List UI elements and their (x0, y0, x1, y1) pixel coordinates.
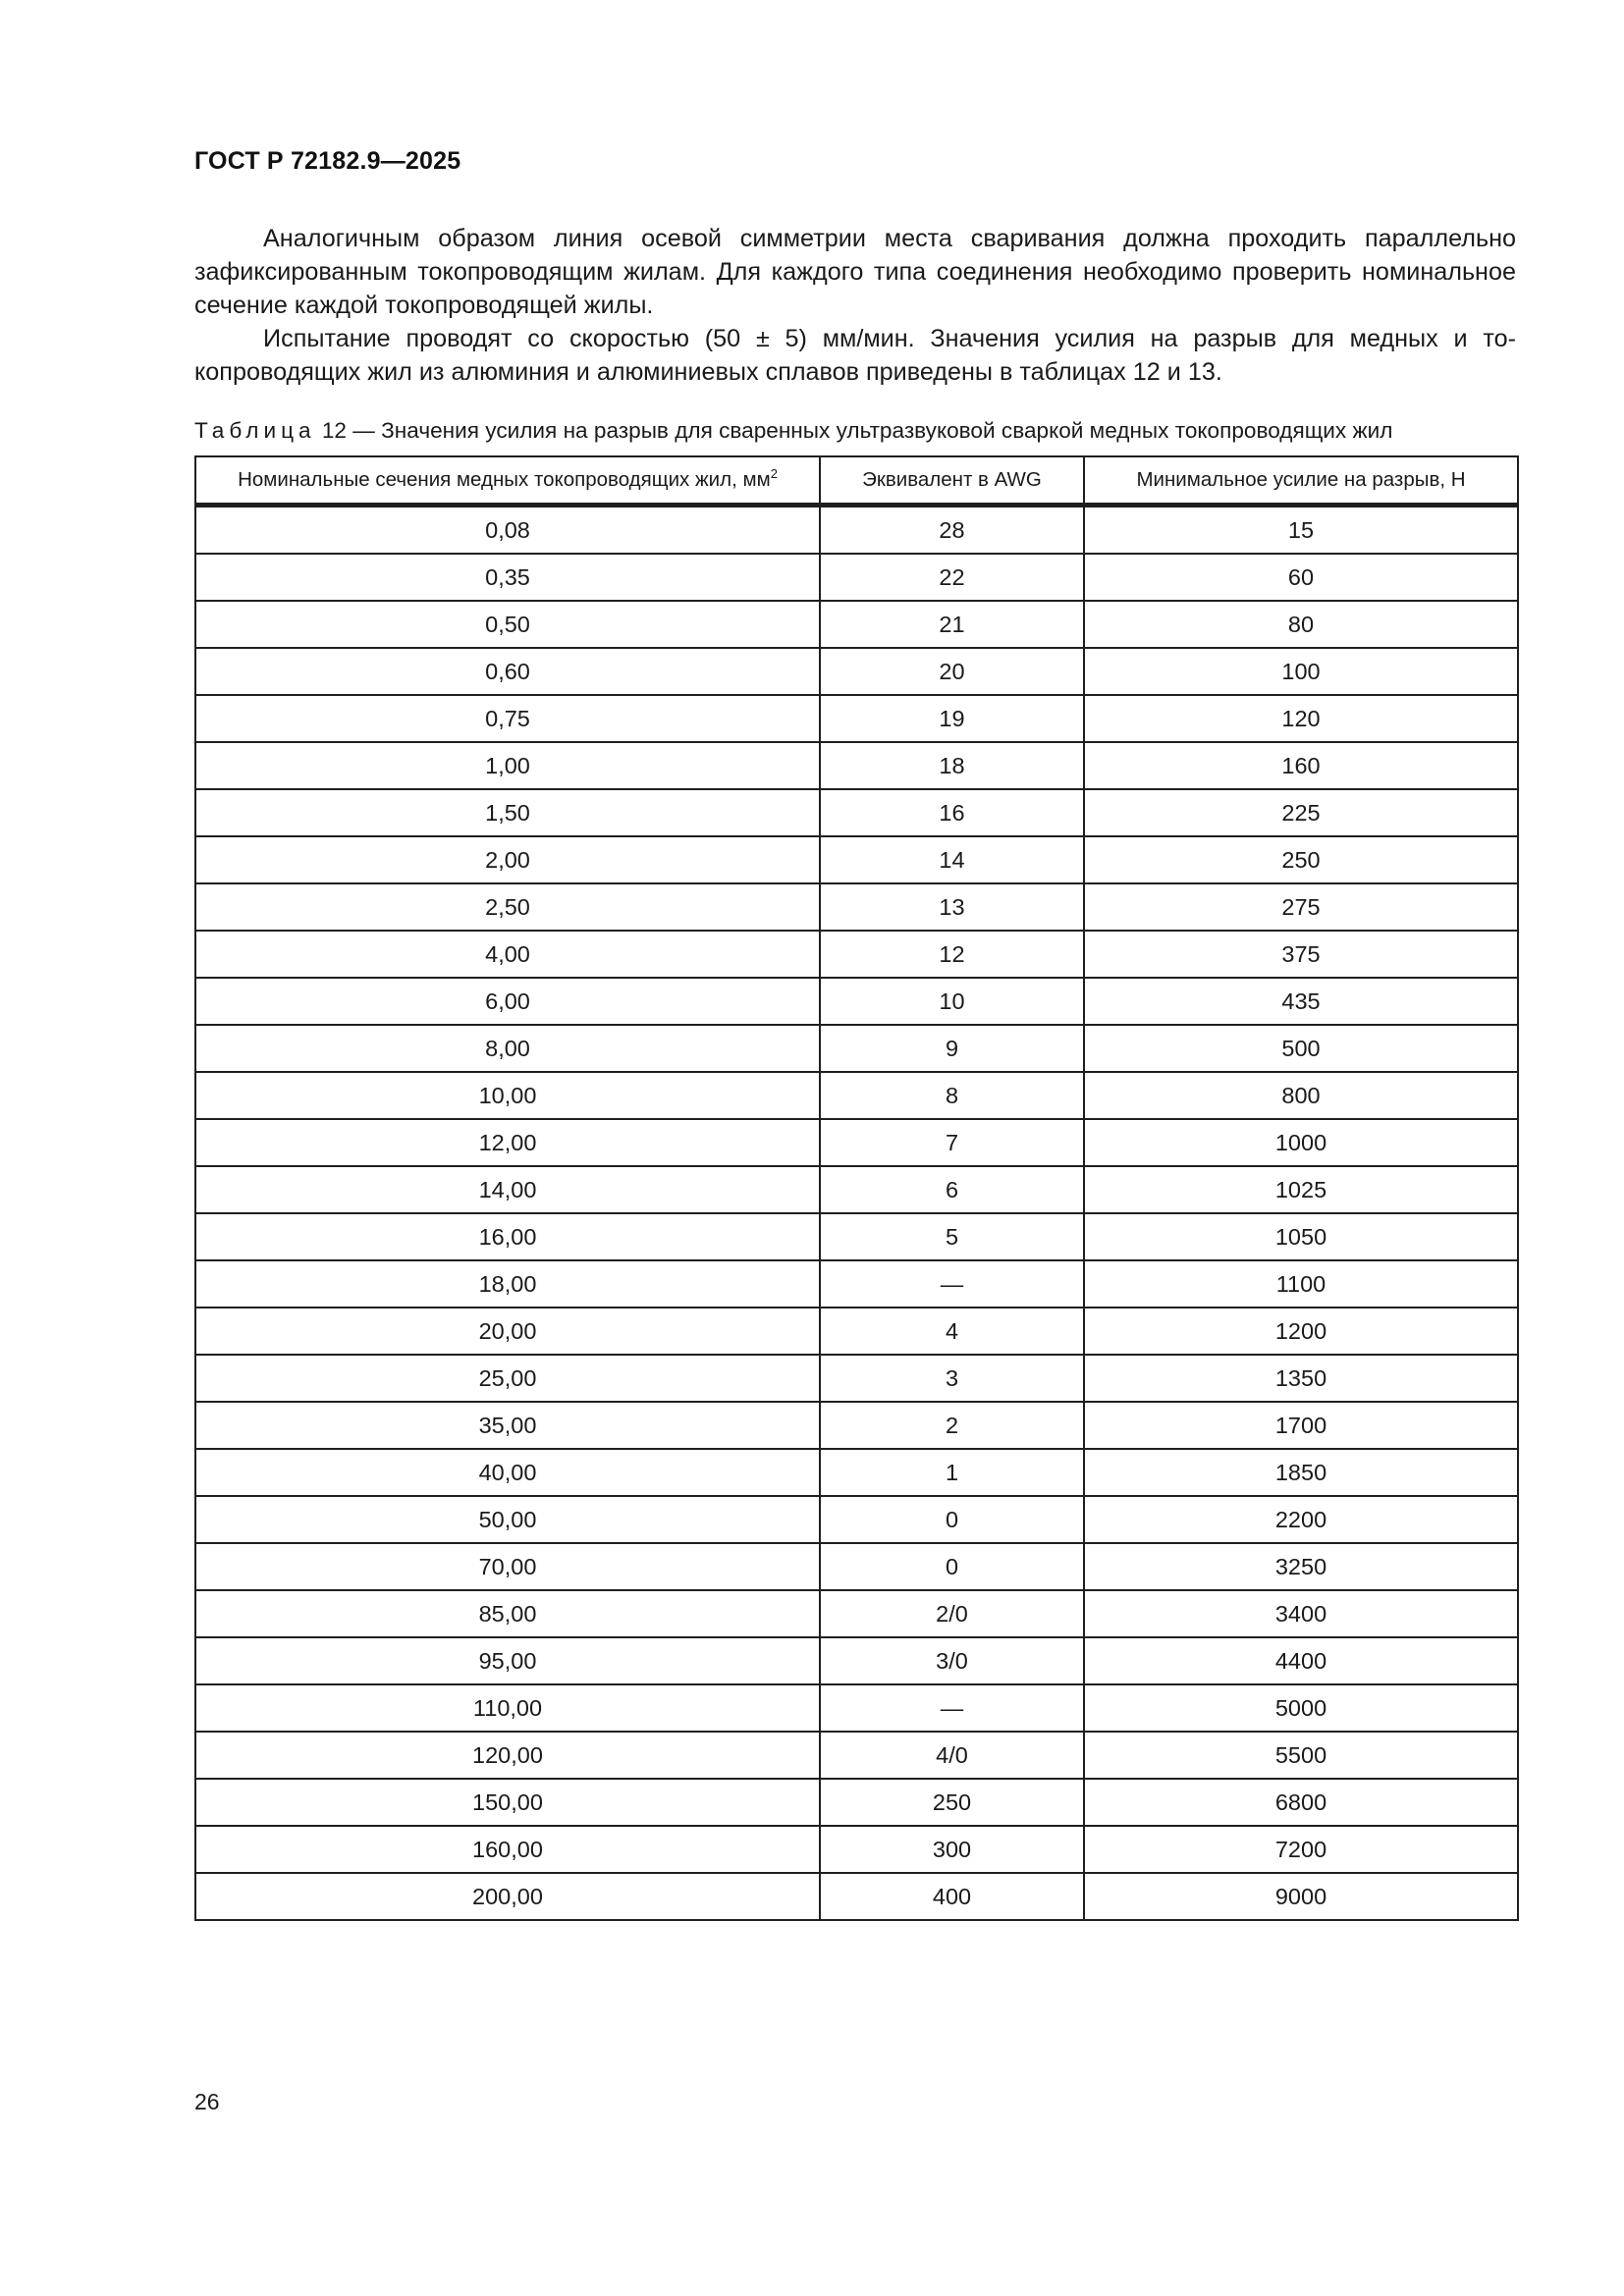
cell-nominal-section: 0,50 (195, 601, 820, 648)
cell-min-breaking-force: 9000 (1084, 1873, 1518, 1920)
header-min-breaking-force-text: Минимальное усилие на разрыв, Н (1136, 468, 1466, 491)
cell-awg-equivalent: 13 (820, 883, 1084, 931)
paragraph-symmetry-line: Аналогичным образом линия осевой симметрии места сваривания должна проходить параллельно зафиксированным токопроводящим жилам. Для каждого типа соединения необходимо проверить номинальное сечение каждой токопроводящей жилы. (194, 225, 1516, 319)
cell-awg-equivalent: 9 (820, 1025, 1084, 1072)
table-row (195, 1496, 1518, 1543)
table-row (195, 1072, 1518, 1119)
table-row (195, 1732, 1518, 1779)
table-row (195, 1402, 1518, 1449)
table-row (195, 506, 1518, 555)
cell-nominal-section: 2,00 (195, 836, 820, 883)
cell-awg-equivalent: — (820, 1684, 1084, 1732)
cell-awg-equivalent: 4/0 (820, 1732, 1084, 1779)
table-row (195, 836, 1518, 883)
cell-awg-equivalent: 3/0 (820, 1637, 1084, 1684)
table-row (195, 1590, 1518, 1637)
table-row (195, 1637, 1518, 1684)
page-number: 26 (194, 2089, 220, 2114)
cell-awg-equivalent: 22 (820, 554, 1084, 601)
cell-min-breaking-force: 80 (1084, 601, 1518, 648)
cell-awg-equivalent: 4 (820, 1308, 1084, 1355)
cell-min-breaking-force: 375 (1084, 931, 1518, 978)
cell-min-breaking-force: 4400 (1084, 1637, 1518, 1684)
cell-awg-equivalent: 21 (820, 601, 1084, 648)
cell-min-breaking-force: 225 (1084, 789, 1518, 836)
cell-min-breaking-force: 1050 (1084, 1213, 1518, 1260)
table-header-row (195, 456, 1518, 506)
table-row (195, 1213, 1518, 1260)
header-awg-equivalent (820, 456, 1084, 506)
cell-min-breaking-force: 100 (1084, 648, 1518, 695)
cell-awg-equivalent: 10 (820, 978, 1084, 1025)
table-row (195, 1684, 1518, 1732)
table-row (195, 1826, 1518, 1873)
table-row (195, 1308, 1518, 1355)
cell-nominal-section: 12,00 (195, 1119, 820, 1166)
cell-nominal-section: 110,00 (195, 1684, 820, 1732)
table-row (195, 883, 1518, 931)
cell-min-breaking-force: 1200 (1084, 1308, 1518, 1355)
cell-nominal-section: 0,60 (195, 648, 820, 695)
cell-awg-equivalent: 28 (820, 506, 1084, 555)
cell-awg-equivalent: 14 (820, 836, 1084, 883)
table-row (195, 1025, 1518, 1072)
cell-nominal-section: 35,00 (195, 1402, 820, 1449)
cell-min-breaking-force: 5000 (1084, 1684, 1518, 1732)
header-awg-equivalent-text: Эквивалент в AWG (862, 468, 1042, 491)
cell-awg-equivalent: 0 (820, 1496, 1084, 1543)
cell-min-breaking-force: 60 (1084, 554, 1518, 601)
cell-awg-equivalent: 6 (820, 1166, 1084, 1213)
cell-min-breaking-force: 500 (1084, 1025, 1518, 1072)
cell-nominal-section: 200,00 (195, 1873, 820, 1920)
cell-nominal-section: 1,00 (195, 742, 820, 789)
cell-min-breaking-force: 1850 (1084, 1449, 1518, 1496)
cell-min-breaking-force: 2200 (1084, 1496, 1518, 1543)
cell-awg-equivalent: 16 (820, 789, 1084, 836)
cell-min-breaking-force: 6800 (1084, 1779, 1518, 1826)
cell-awg-equivalent: 2 (820, 1402, 1084, 1449)
cell-min-breaking-force: 15 (1084, 506, 1518, 555)
table-row (195, 695, 1518, 742)
cell-awg-equivalent: 5 (820, 1213, 1084, 1260)
cell-nominal-section: 18,00 (195, 1260, 820, 1308)
header-min-breaking-force (1084, 456, 1518, 506)
cell-nominal-section: 4,00 (195, 931, 820, 978)
cell-nominal-section: 10,00 (195, 1072, 820, 1119)
table-row (195, 1449, 1518, 1496)
table-row (195, 554, 1518, 601)
cell-nominal-section: 160,00 (195, 1826, 820, 1873)
document-code: ГОСТ Р 72182.9—2025 (194, 147, 461, 175)
table-row (195, 1119, 1518, 1166)
table-row (195, 601, 1518, 648)
cell-nominal-section: 20,00 (195, 1308, 820, 1355)
cell-min-breaking-force: 7200 (1084, 1826, 1518, 1873)
cell-min-breaking-force: 3400 (1084, 1590, 1518, 1637)
table-row (195, 931, 1518, 978)
table-row (195, 1260, 1518, 1308)
header-nominal-section-text: Номинальные сечения медных токопроводящих жил, мм (238, 468, 771, 491)
table-row (195, 1873, 1518, 1920)
body-paragraphs (194, 222, 1516, 389)
cell-nominal-section: 6,00 (195, 978, 820, 1025)
cell-min-breaking-force: 120 (1084, 695, 1518, 742)
cell-nominal-section: 1,50 (195, 789, 820, 836)
breaking-force-table (194, 455, 1519, 1921)
header-nominal-section (195, 456, 820, 506)
cell-nominal-section: 0,35 (195, 554, 820, 601)
table-row (195, 742, 1518, 789)
cell-min-breaking-force: 1100 (1084, 1260, 1518, 1308)
cell-awg-equivalent: 3 (820, 1355, 1084, 1402)
cell-nominal-section: 50,00 (195, 1496, 820, 1543)
cell-nominal-section: 8,00 (195, 1025, 820, 1072)
table-caption (194, 416, 1516, 446)
cell-nominal-section: 150,00 (195, 1779, 820, 1826)
cell-min-breaking-force: 250 (1084, 836, 1518, 883)
cell-awg-equivalent: 1 (820, 1449, 1084, 1496)
table-row (195, 789, 1518, 836)
cell-nominal-section: 14,00 (195, 1166, 820, 1213)
table-row (195, 648, 1518, 695)
cell-nominal-section: 85,00 (195, 1590, 820, 1637)
table-caption-text: 12 — Значения усилия на разрыв для сваренных ультразвуковой сваркой медных токопроводящих жил (315, 418, 1393, 443)
cell-nominal-section: 95,00 (195, 1637, 820, 1684)
cell-nominal-section: 40,00 (195, 1449, 820, 1496)
cell-awg-equivalent: 18 (820, 742, 1084, 789)
cell-awg-equivalent: 250 (820, 1779, 1084, 1826)
table-row (195, 1355, 1518, 1402)
header-unit-superscript: 2 (770, 466, 778, 481)
cell-min-breaking-force: 1350 (1084, 1355, 1518, 1402)
cell-nominal-section: 2,50 (195, 883, 820, 931)
table-row (195, 978, 1518, 1025)
cell-awg-equivalent: — (820, 1260, 1084, 1308)
cell-nominal-section: 120,00 (195, 1732, 820, 1779)
table-body (195, 506, 1518, 1921)
cell-nominal-section: 0,08 (195, 506, 820, 555)
table-row (195, 1543, 1518, 1590)
table-row (195, 1779, 1518, 1826)
cell-min-breaking-force: 3250 (1084, 1543, 1518, 1590)
cell-awg-equivalent: 2/0 (820, 1590, 1084, 1637)
cell-min-breaking-force: 435 (1084, 978, 1518, 1025)
cell-awg-equivalent: 8 (820, 1072, 1084, 1119)
cell-awg-equivalent: 20 (820, 648, 1084, 695)
cell-awg-equivalent: 12 (820, 931, 1084, 978)
cell-awg-equivalent: 7 (820, 1119, 1084, 1166)
cell-min-breaking-force: 800 (1084, 1072, 1518, 1119)
cell-nominal-section: 0,75 (195, 695, 820, 742)
cell-nominal-section: 16,00 (195, 1213, 820, 1260)
cell-awg-equivalent: 19 (820, 695, 1084, 742)
cell-nominal-section: 70,00 (195, 1543, 820, 1590)
cell-awg-equivalent: 0 (820, 1543, 1084, 1590)
paragraph-test-speed: Испытание проводят со скоростью (50 ± 5) мм/мин. Значения усилия на разрыв для медных и токопроводящих жил из алюминия и алюминиевых сплавов приведены в таблицах 12 и 13. (194, 325, 1516, 386)
cell-nominal-section: 25,00 (195, 1355, 820, 1402)
cell-awg-equivalent: 400 (820, 1873, 1084, 1920)
cell-min-breaking-force: 1000 (1084, 1119, 1518, 1166)
table-caption-label: Таблица (194, 418, 316, 443)
cell-min-breaking-force: 1025 (1084, 1166, 1518, 1213)
table-row (195, 1166, 1518, 1213)
cell-min-breaking-force: 1700 (1084, 1402, 1518, 1449)
cell-min-breaking-force: 160 (1084, 742, 1518, 789)
cell-awg-equivalent: 300 (820, 1826, 1084, 1873)
cell-min-breaking-force: 275 (1084, 883, 1518, 931)
cell-min-breaking-force: 5500 (1084, 1732, 1518, 1779)
